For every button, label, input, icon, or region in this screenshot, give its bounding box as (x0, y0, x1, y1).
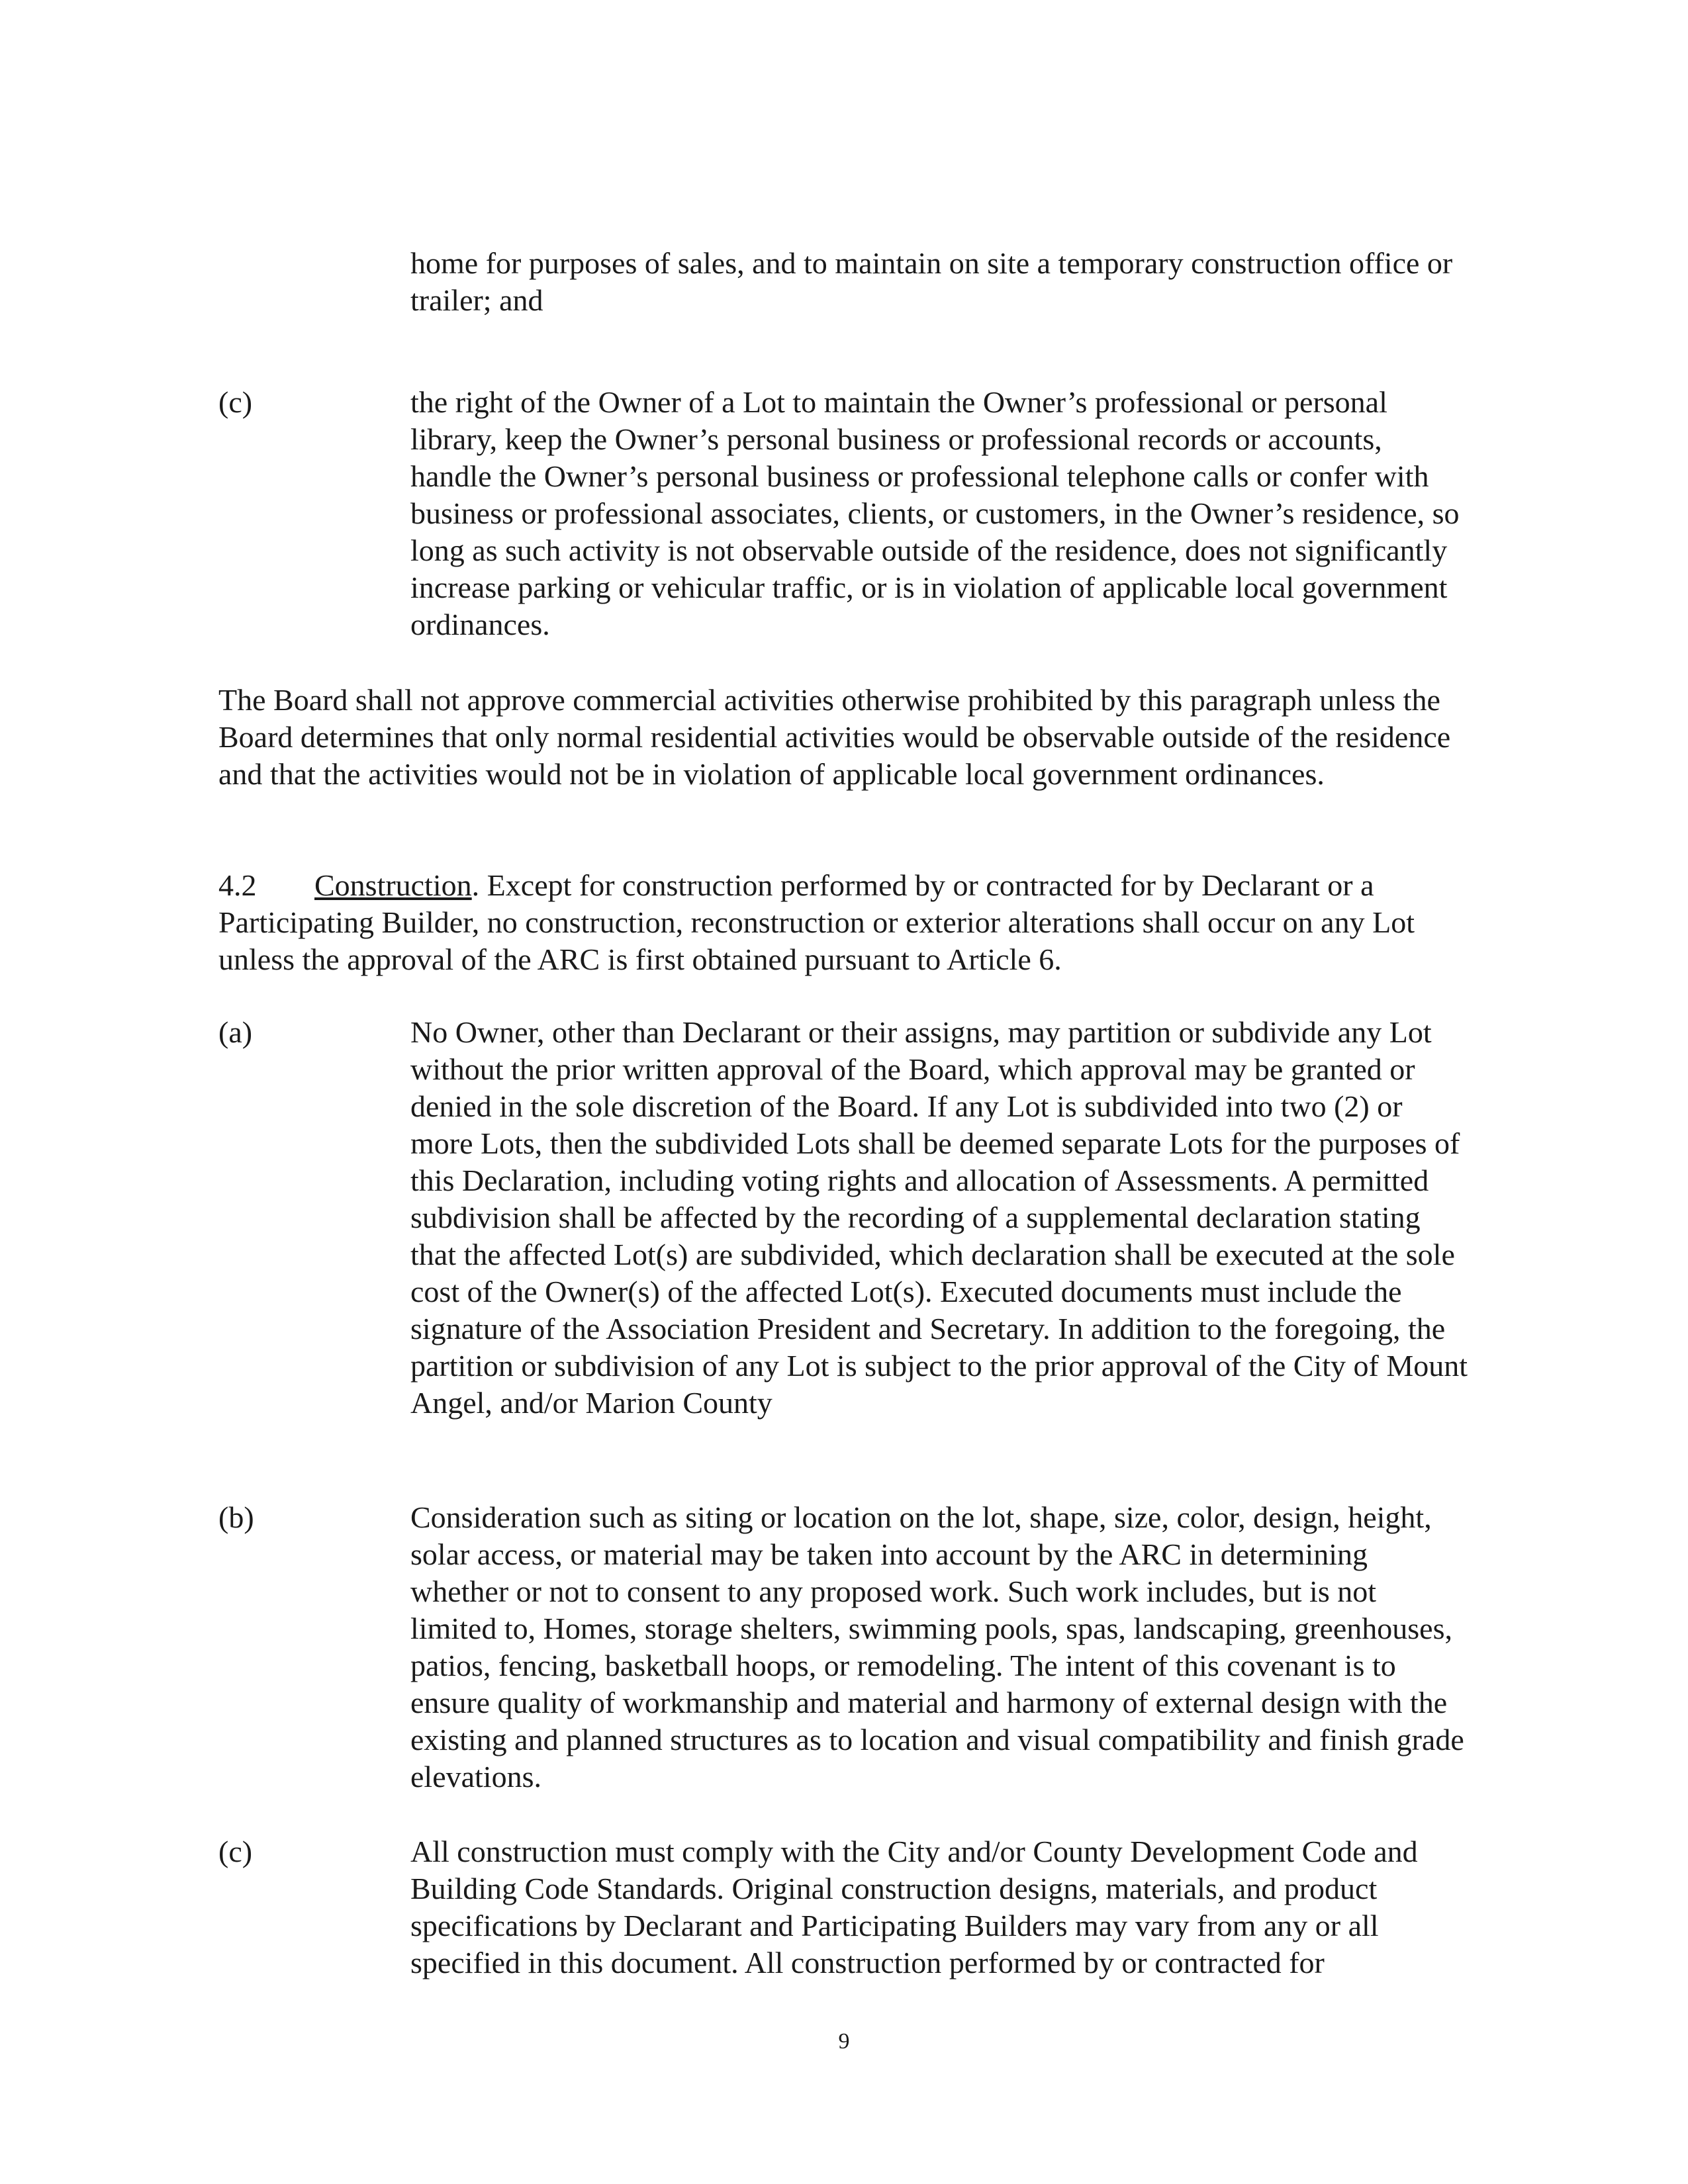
section-4-2-paragraph (218, 867, 1463, 978)
list-item-text: All construction must comply with the City and/or County Development Code and Building Code Standards. Original construction designs, materials, and product specifications by Declarant and Participating Builders may vary from any or all specified in this document. All construction performed by or contracted for (410, 1835, 1418, 1979)
board-approval-paragraph: The Board shall not approve commercial activities otherwise prohibited by this paragraph unless the Board determines that only normal residential activities would be observable outside of the residence and that the activities would not be in violation of applicable local government ordinances. (218, 683, 1451, 791)
list-item-text: Consideration such as siting or location on the lot, shape, size, color, design, height, solar access, or material may be taken into account by the ARC in determining whether or not to consent to any proposed work. Such work includes, but is not limited to, Homes, storage shelters, swimming pools, spas, landscaping, greenhouses, patios, fencing, basketball hoops, or remodeling. The intent of this covenant is to ensure quality of workmanship and material and harmony of external design with the existing and planned structures as to location and visual compatibility and finish grade elevations. (410, 1500, 1464, 1794)
section-number: 4.2 (218, 868, 257, 902)
list-item-text: No Owner, other than Declarant or their assigns, may partition or subdivide any Lot without the prior written approval of the Board, which approval may be granted or denied in the sole discretion of the Board. If any Lot is subdivided into two (2) or more Lots, then the subdivided Lots shall be deemed separate Lots for the purposes of this Declaration, including voting rights and allocation of Assessments. A permitted subdivision shall be affected by the recording of a supplemental declaration stating that the affected Lot(s) are subdivided, which declaration shall be executed at the sole cost of the Owner(s) of the affected Lot(s). Executed documents must include the signature of the Association President and Secretary. In addition to the foregoing, the partition or subdivision of any Lot is subject to the prior approval of the City of Mount Angel, and/or Marion County (410, 1015, 1468, 1420)
list-item-text: the right of the Owner of a Lot to maintain the Owner’s professional or personal library, keep the Owner’s personal business or professional records or accounts, handle the Owner’s personal business or professional telephone calls or confer with business or professional associates, clients, or customers, in the Owner’s residence, so long as such activity is not observable outside of the residence, does not significantly increase parking or vehicular traffic, or is in violation of applicable local government ordinances. (410, 385, 1460, 641)
section-title: Construction (314, 868, 472, 902)
list-item-label: (c) (218, 385, 253, 419)
list-item-label: (b) (218, 1500, 254, 1534)
page-number: 9 (838, 2029, 850, 2054)
list-item-label: (a) (218, 1015, 253, 1049)
continuation-paragraph: home for purposes of sales, and to maintain on site a temporary construction office or trailer; and (410, 246, 1453, 317)
list-item-label: (c) (218, 1835, 253, 1868)
section-text: . Except for construction performed by or contracted for by Declarant or a Participating Builder, no construction, reconstruction or exterior alterations shall occur on any Lot unless the approval of the ARC is first obtained pursuant to Article 6. (218, 868, 1415, 976)
